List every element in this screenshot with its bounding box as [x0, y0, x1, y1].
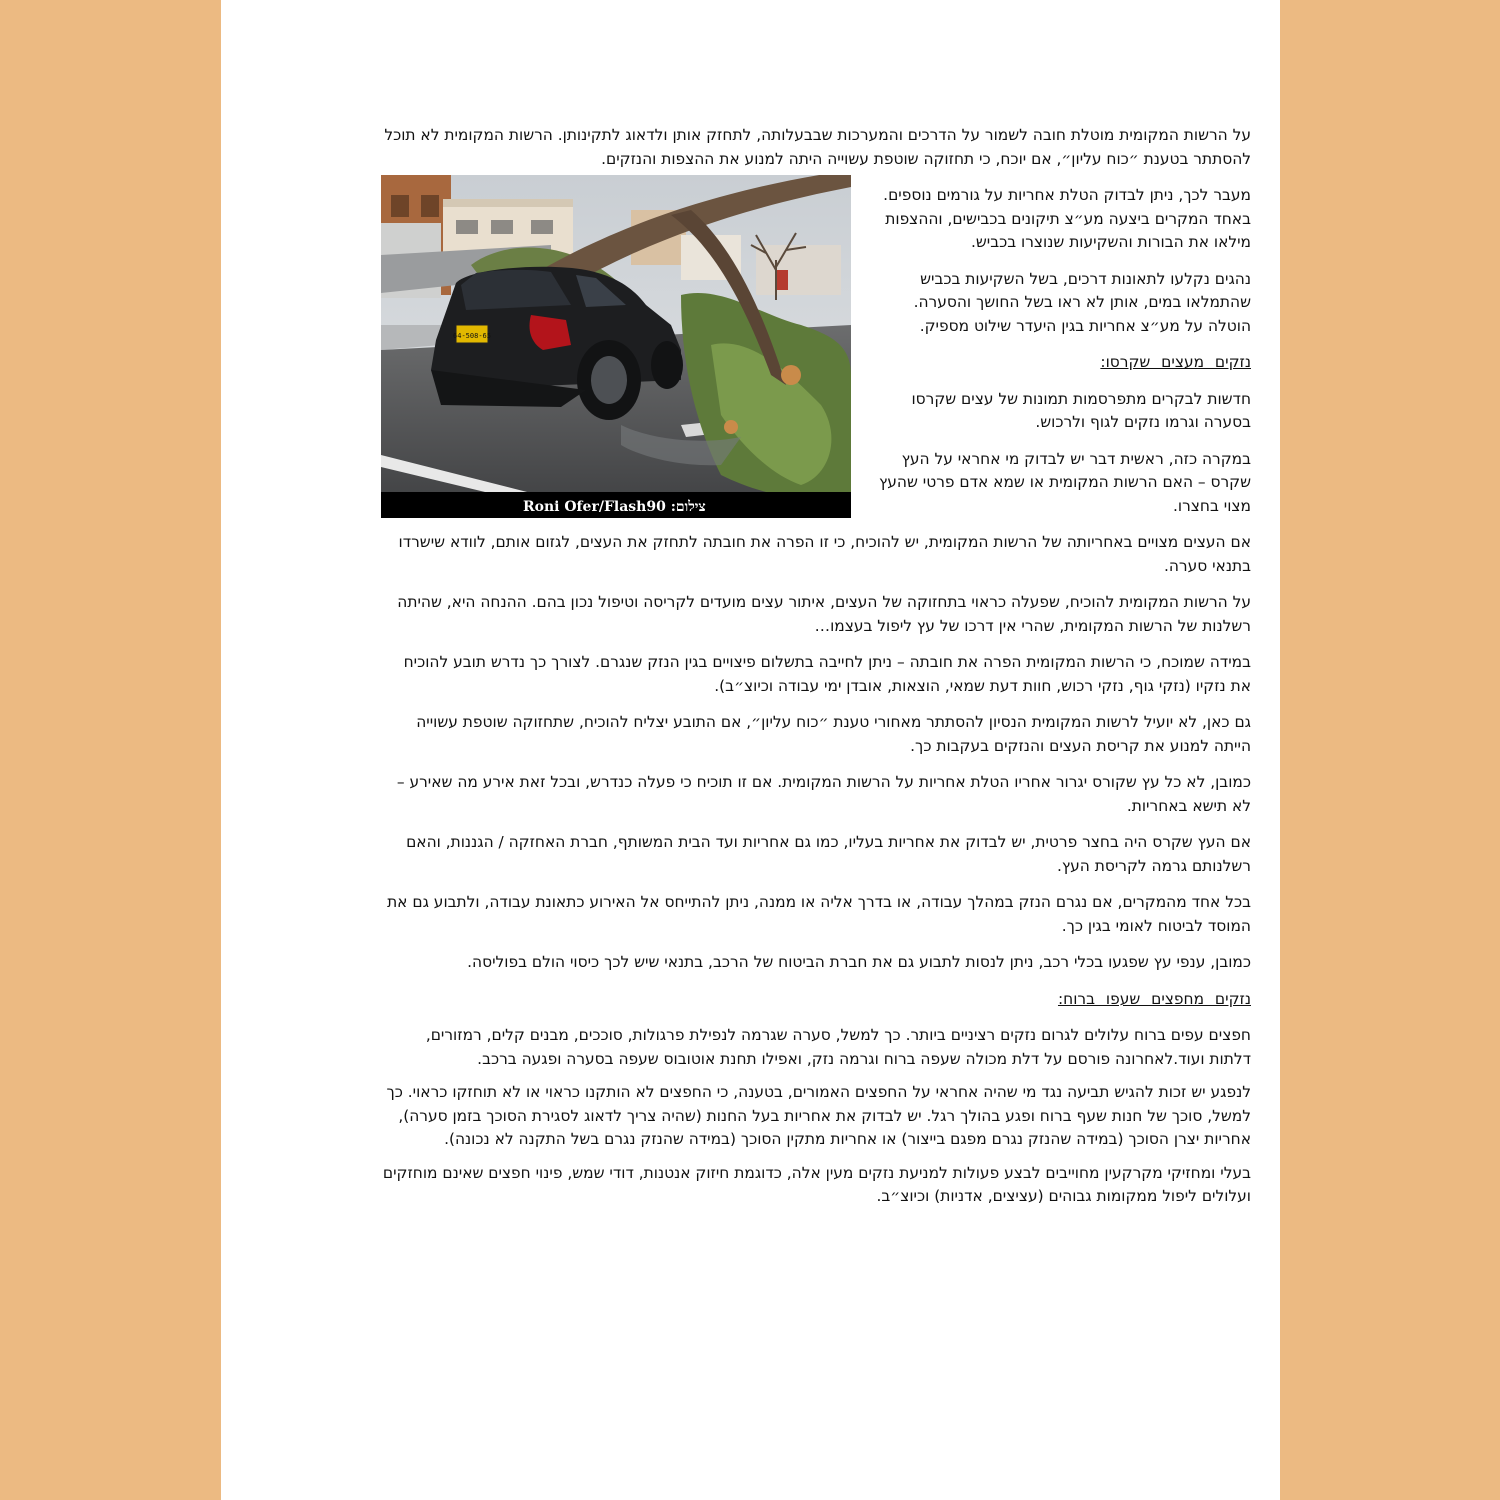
paragraph-trees-responsibility: במקרה כזה, ראשית דבר יש לבדוק מי אחראי על העץ שקרס – האם הרשות המקומית או שמא אדם פרטי שהעץ מצוי בחצרו.: [878, 449, 1251, 515]
paragraph-trees-work-accident: בכל אחד מהמקרים, אם נגרם הנזק במהלך עבודה, או בדרך אליה או ממנה, ניתן להתייחס אל האירוע כתאונת עבודה, ולתבוע גם את המוסד לביטוח לאומי בגין כך.: [387, 893, 1251, 935]
paragraph-trees-private-yard: אם העץ שקרס היה בחצר פרטית, יש לבדוק את אחריות בעליו, כמו גם אחריות ועד הבית המשותף, חברת האחזקה / הגננות, והאם רשלנותם גרמה לקריסת העץ.: [406, 833, 1251, 875]
article-body: [381, 124, 1251, 1222]
paragraph-trees-insurance: כמובן, ענפי עץ שפגעו בכלי רכב, ניתן לנסות לתבוע גם את חברת הביטוח של הרכב, בתנאי שיש לכך כיסוי הולם בפוליסה.: [467, 953, 1251, 971]
fallen-tree-photo: [381, 175, 851, 518]
paragraph-roads: מעבר לכך, ניתן לבדוק הטלת אחריות על גורמים נוספים. באחד המקרים ביצעה מע״צ תיקונים בכבישים, וההצפות מילאו את הבורות והשקיעות שנוצרו בכביש.: [883, 186, 1251, 251]
photo-caption: צילום: Roni Ofer/Flash90: [523, 499, 706, 515]
heading-flying-objects: נזקים מחפצים שעפו ברוח:: [1057, 989, 1251, 1008]
license-plate: 64-508-65: [453, 332, 491, 340]
paragraph-objects-damage: חפצים עפים ברוח עלולים לגרום נזקים רציניים ביותר. כך למשל, סערה שגרמה לנפילת פרגולות, סוככים, מבנים קלים, רמזורים, דלתות ועוד.לאחרונה פורסם על דלת מכולה שעפה ברוח וגרמה נזק, ואפילו תחנת אוטובוס שעפה בסערה ופגעה ברכב.: [425, 1026, 1251, 1068]
paragraph-trees-not-every-tree: כמובן, לא כל עץ שקורס יגרור אחריו הטלת אחריות על הרשות המקומית. אם זו תוכיח כי פעלה כנדרש, ובכל זאת אירע מה שאירע – לא תישא באחריות.: [396, 773, 1251, 815]
paragraph-objects-owners: בעלי ומחזיקי מקרקעין מחוייבים לבצע פעולות למניעת נזקים מעין אלה, כדוגמת חיזוק אנטנות, דודי שמש, פינוי חפצים שאינם מוחזקים ועלולים ליפול ממקומות גבוהים (עציצים, אדניות) וכיוצ״ב.: [382, 1163, 1251, 1205]
document-page: [221, 0, 1280, 1500]
paragraph-trees-news: חדשות לבקרים מתפרסמות תמונות של עצים שקרסו בסערה וגרמו נזקים לגוף ולרכוש.: [911, 389, 1251, 431]
paragraph-trees-force-majeure: גם כאן, לא יועיל לרשות המקומית הנסיון להסתתר מאחורי טענת ״כוח עליון״, אם התובע יצליח להוכיח, שתחזוקה שוטפת עשוייה הייתה למנוע את קריסת העצים והנזקים בעקבות כך.: [416, 713, 1251, 755]
paragraph-drivers: נהגים נקלעו לתאונות דרכים, בשל השקיעות בכביש שהתמלאו במים, אותן לא ראו בשל החושך והסערה. הוטלה על מע״צ אחריות בגין היעדר שילוט מספיק.: [913, 269, 1251, 335]
paragraph-trees-compensation: במידה שמוכח, כי הרשות המקומית הפרה את חובתה – ניתן לחייבה בתשלום פיצויים בגין הנזק שנגרם. לצורך כך נדרש תובע להוכיח את נזקיו (נזקי גוף, נזקי רכוש, חוות דעת שמאי, הוצאות, אובדן ימי עבודה וכיוצ״ב).: [403, 653, 1251, 695]
paragraph-trees-proof: על הרשות המקומית להוכיח, שפעלה כראוי בתחזוקה של העצים, איתור עצים מועדים לקריסה וטיפול נכון בהם. ההנחה היא, שהיתה רשלנות של הרשות המקומית, שהרי אין דרכו של עץ ליפול בעצמו…: [397, 593, 1251, 635]
paragraph-trees-municipal: אם העצים מצויים באחריותה של הרשות המקומית, יש להוכיח, כי זו הפרה את חובתה לתחזק את העצים, לגזום אותם, לוודא שישרדו בתנאי סערה.: [398, 533, 1251, 575]
photo-caption-bar: [381, 492, 851, 518]
photo-image: [381, 175, 851, 518]
paragraph-objects-claim: לנפגע יש זכות להגיש תביעה נגד מי שהיה אחראי על החפצים האמורים, בטענה, כי החפצים לא הותקנו כראוי או לא תוחזקו כראוי. כך למשל, סוכך של חנות שעף ברוח ופגע בהולך רגל. יש לבדוק את אחריות בעל החנות (שהיה צריך לדאוג לסגירת הסוכך בזמן סערה), אחריות יצרן הסוכך (במידה שהנזק נגרם מפגם בייצור) או אחריות מתקין הסוכך (במידה שהנזק נגרם בשל התקנה לא נכונה).: [386, 1083, 1251, 1148]
paragraph-intro: על הרשות המקומית מוטלת חובה לשמור על הדרכים והמערכות שבבעלותה, לתחזק אותן ולדאוג לתקינותן. הרשות המקומית לא תוכל להסתתר בטענת ״כוח עליון״, אם יוכח, כי תחזוקה שוטפת עשוייה היתה למנוע את ההצפות והנזקים.: [384, 126, 1251, 168]
heading-fallen-trees: נזקים מעצים שקרסו:: [1100, 353, 1251, 371]
